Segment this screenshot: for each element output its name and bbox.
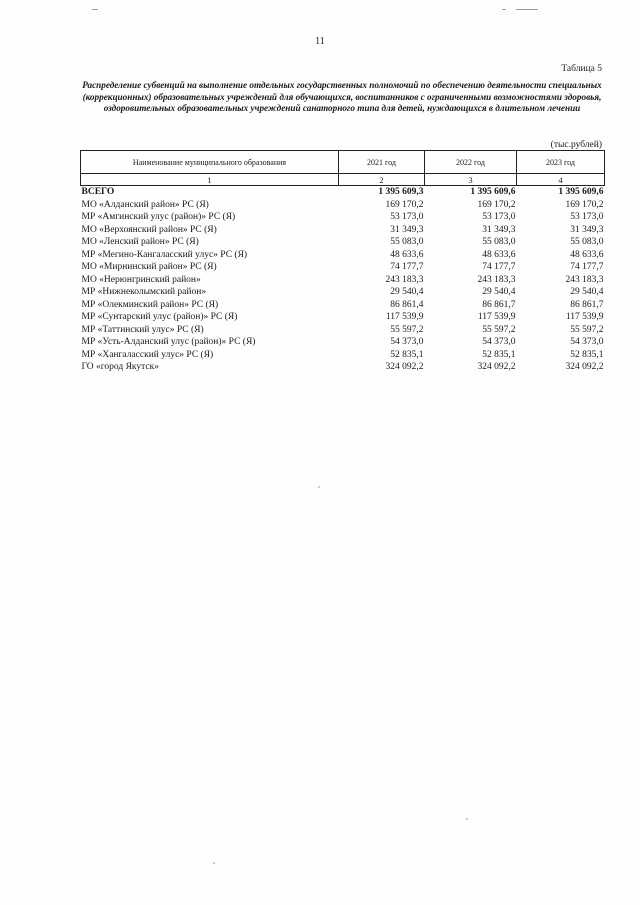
row-name: ГО «город Якутск» — [81, 362, 160, 373]
value-2021: 169 170,2 — [385, 199, 424, 210]
table-label: Таблица 5 — [561, 64, 602, 74]
value-2023: 117 539,9 — [565, 312, 604, 323]
value-2021: 55 597,2 — [390, 324, 424, 335]
scan-speck — [213, 862, 215, 864]
value-2022: 169 170,2 — [477, 199, 516, 210]
row-name: ВСЕГО — [81, 187, 115, 198]
value-2021: 243 183,3 — [385, 274, 424, 285]
value-2021: 52 835,1 — [390, 349, 424, 360]
table-row — [81, 199, 605, 212]
value-2023: 1 395 609,6 — [558, 187, 604, 198]
row-name: МО «Ленский район» РС (Я) — [81, 237, 199, 248]
value-2023: 52 835,1 — [570, 349, 604, 360]
value-2021: 324 092,2 — [385, 362, 424, 373]
row-name: МР «Таттинский улус» РС (Я) — [81, 324, 204, 335]
value-2022: 324 092,2 — [477, 362, 516, 373]
row-name: МО «Алданский район» РС (Я) — [81, 199, 209, 210]
value-2022: 48 633,6 — [482, 249, 516, 260]
value-2021: 74 177,7 — [390, 262, 424, 273]
row-name: МР «Усть-Алданский улус (район)» РС (Я) — [81, 337, 256, 348]
table-row — [81, 286, 605, 299]
value-2023: 243 183,3 — [565, 274, 604, 285]
value-2023: 55 597,2 — [570, 324, 604, 335]
scan-speck — [318, 486, 320, 488]
row-name: МР «Олекминский район» РС (Я) — [81, 299, 219, 310]
column-number-row — [81, 174, 605, 186]
table-row — [81, 274, 605, 287]
table-row — [81, 261, 605, 274]
table-row — [81, 299, 605, 312]
row-name: МР «Нижнеколымский район» — [81, 287, 207, 298]
table-row — [81, 324, 605, 337]
value-2022: 53 173,0 — [482, 212, 516, 223]
value-2022: 86 861,7 — [482, 299, 516, 310]
table-header-row — [81, 151, 605, 174]
table-row — [81, 349, 605, 362]
table-row — [81, 224, 605, 237]
value-2023: 169 170,2 — [565, 199, 604, 210]
value-2022: 31 349,3 — [482, 224, 516, 235]
value-2021: 86 861,4 — [390, 299, 424, 310]
value-2021: 31 349,3 — [390, 224, 424, 235]
row-name: МР «Сунтарский улус (район)» РС (Я) — [81, 312, 238, 323]
header-2023: 2023 год — [517, 151, 605, 174]
value-2022: 54 373,0 — [482, 337, 516, 348]
value-2022: 1 395 609,6 — [470, 187, 516, 198]
table-row — [81, 361, 605, 374]
value-2021: 29 540,4 — [390, 287, 424, 298]
value-2022: 29 540,4 — [482, 287, 516, 298]
value-2023: 324 092,2 — [565, 362, 604, 373]
document-title: Распределение субвенций на выполнение отдельных государственных полномочий по обеспечению деятельности специальных (коррекционных) образовательных учреждений для обучающихся, воспитанников с ограниченными возможностями здоровья, оздоровительных образовательных учреждений санаторного типа для детей, нуждающихся в длительном лечении — [82, 80, 602, 113]
table-row — [81, 249, 605, 262]
row-name: МО «Нерюнгринский район» — [81, 274, 201, 285]
units-label: (тыс.рублей) — [550, 140, 602, 150]
value-2022: 117 539,9 — [477, 312, 516, 323]
value-2022: 74 177,7 — [482, 262, 516, 273]
value-2021: 55 083,0 — [390, 237, 424, 248]
value-2021: 48 633,6 — [390, 249, 424, 260]
scan-mark — [502, 9, 506, 10]
scan-speck — [466, 818, 468, 820]
table-row — [81, 336, 605, 349]
value-2021: 1 395 609,3 — [378, 187, 424, 198]
column-number: 3 — [425, 174, 517, 186]
scan-mark — [92, 9, 98, 10]
table-row — [81, 236, 605, 249]
value-2023: 54 373,0 — [570, 337, 604, 348]
row-name: МР «Амгинский улус (район)» РС (Я) — [81, 212, 236, 223]
value-2023: 55 083,0 — [570, 237, 604, 248]
table-row-total — [81, 186, 605, 199]
table-row — [81, 311, 605, 324]
value-2023: 86 861,7 — [570, 299, 604, 310]
value-2022: 52 835,1 — [482, 349, 516, 360]
value-2021: 54 373,0 — [390, 337, 424, 348]
value-2023: 29 540,4 — [570, 287, 604, 298]
value-2021: 117 539,9 — [385, 312, 424, 323]
column-number: 1 — [81, 174, 339, 186]
subsidy-table — [80, 150, 605, 374]
row-name: МО «Верхоянский район» РС (Я) — [81, 224, 217, 235]
scan-mark — [516, 9, 538, 10]
header-2022: 2022 год — [425, 151, 517, 174]
value-2023: 31 349,3 — [570, 224, 604, 235]
header-municipality: Наименование муниципального образования — [81, 151, 339, 174]
value-2023: 48 633,6 — [570, 249, 604, 260]
value-2022: 55 597,2 — [482, 324, 516, 335]
column-number: 4 — [517, 174, 605, 186]
row-name: МР «Хангаласский улус» РС (Я) — [81, 349, 214, 360]
column-number: 2 — [339, 174, 425, 186]
value-2022: 55 083,0 — [482, 237, 516, 248]
value-2022: 243 183,3 — [477, 274, 516, 285]
value-2023: 53 173,0 — [570, 212, 604, 223]
row-name: МО «Мирнинский район» РС (Я) — [81, 262, 217, 273]
value-2021: 53 173,0 — [390, 212, 424, 223]
header-2021: 2021 год — [339, 151, 425, 174]
page-number: 11 — [315, 36, 325, 47]
table-row — [81, 211, 605, 224]
value-2023: 74 177,7 — [570, 262, 604, 273]
row-name: МР «Мегино-Кангаласский улус» РС (Я) — [81, 249, 248, 260]
